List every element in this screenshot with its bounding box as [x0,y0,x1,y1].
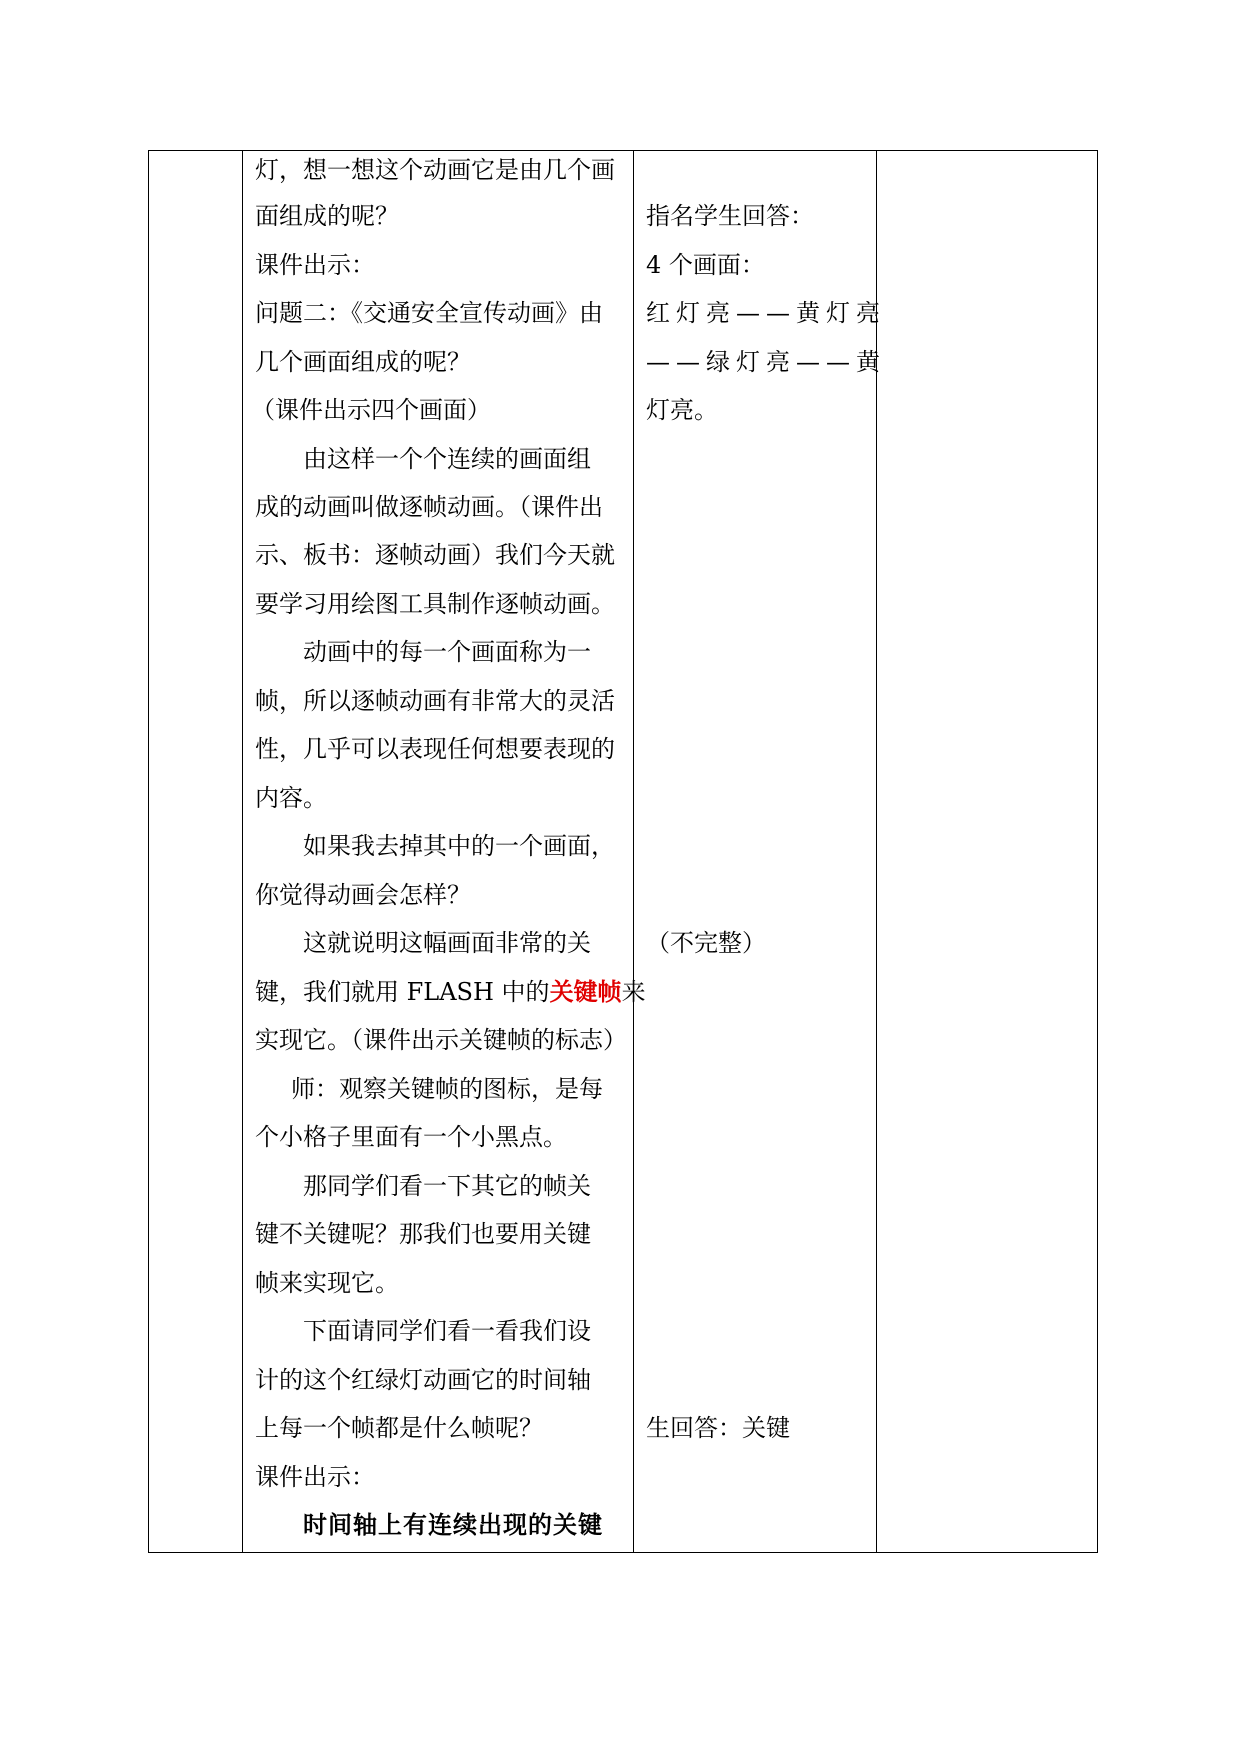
text-line: 课件出示： [255,1463,375,1491]
text-segment: 来 [621,978,646,1006]
keyframe-line [255,977,646,1007]
text-line: 动画中的每一个画面称为一 [303,638,591,666]
text-line: 几个画面组成的呢？ [255,348,471,376]
text-line: 这就说明这幅画面非常的关 [303,929,591,957]
text-line: 面组成的呢？ [255,202,399,230]
text-line: 键不关键呢？那我们也要用关键 [255,1220,591,1248]
text-segment: 键，我们就用 FLASH 中的 [255,978,550,1006]
text-line: 个小格子里面有一个小黑点。 [255,1123,567,1151]
text-line: 由这样一个个连续的画面组 [303,445,591,473]
text-line: 4 个画面： [646,251,765,279]
keyframe-highlight: 关键帧 [549,977,622,1006]
text-line: （课件出示四个画面） [251,396,491,424]
column-4-cell [877,151,1097,1552]
text-line: 师：观察关键帧的图标，是每 [291,1075,603,1103]
student-activity-cell [634,151,886,1552]
column-1-cell [149,151,242,1552]
text-line: 生回答：关键 [646,1414,790,1442]
text-line: 红灯亮——黄灯亮 [646,299,886,327]
text-line: 要学习用绘图工具制作逐帧动画。 [255,590,615,618]
lesson-table [148,150,1098,1553]
text-line: 帧来实现它。 [255,1269,399,1297]
text-line: 实现它。（课件出示关键帧的标志） [255,1026,627,1054]
text-line: 内容。 [255,784,327,812]
text-line: 灯，想一想这个动画它是由几个画 [255,156,615,184]
bold-text-line: 时间轴上有连续出现的关键 [303,1510,603,1539]
teacher-activity-cell [243,151,646,1552]
text-line: 课件出示： [255,251,375,279]
text-line: 那同学们看一下其它的帧关 [303,1172,591,1200]
text-line: 你觉得动画会怎样？ [255,881,471,909]
text-line: 下面请同学们看一看我们设 [303,1317,591,1345]
text-line: （不完整） [646,929,766,957]
text-line: 成的动画叫做逐帧动画。（课件出 [255,493,603,521]
text-line: 问题二：《交通安全宣传动画》由 [255,299,603,327]
text-line: 计的这个红绿灯动画它的时间轴 [255,1366,591,1394]
text-line: 帧，所以逐帧动画有非常大的灵活 [255,687,615,715]
text-line: 示、板书：逐帧动画）我们今天就 [255,541,615,569]
text-line: 灯亮。 [646,396,718,424]
text-line: 上每一个帧都是什么帧呢？ [255,1414,543,1442]
text-line: 性，几乎可以表现任何想要表现的 [255,735,615,763]
text-line: 如果我去掉其中的一个画面， [303,832,615,860]
text-line: ——绿灯亮——黄 [646,348,886,376]
text-line: 指名学生回答： [646,202,814,230]
